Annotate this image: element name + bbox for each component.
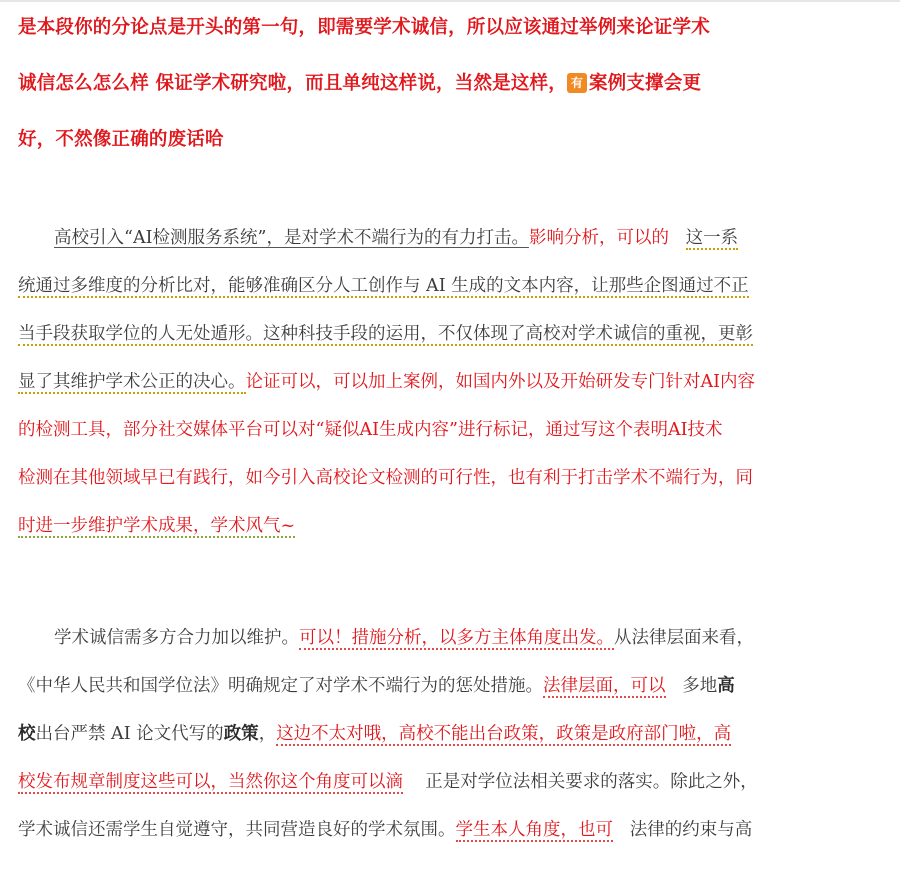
comment-line: 是本段你的分论点是开头的第一句，即需要学术诚信，所以应该通过举例来论证学术 xyxy=(18,17,710,38)
essay-paragraph-2 xyxy=(18,614,884,854)
teacher-comment-block xyxy=(18,0,880,168)
inline-comment[interactable]: 的检测工具，部分社交媒体平台可以对“疑似AI生成内容”进行标记，通过写这个表明AI技术 xyxy=(18,420,723,440)
text-line xyxy=(18,214,884,262)
text-line xyxy=(18,614,884,662)
body-text: 出台严禁 AI 论文代写的 xyxy=(35,724,224,744)
body-text: 显了其维护学术公正的决心。 xyxy=(18,372,246,392)
text-line xyxy=(18,262,884,310)
text-line xyxy=(18,806,884,854)
text-line xyxy=(18,662,884,710)
inline-comment[interactable]: 校发布规章制度这些可以，当然你这个角度可以滴 xyxy=(18,772,403,792)
text-line xyxy=(18,502,884,550)
text-line: 校出台严禁 AI 论文代写的政策，这边不太对哦，高校不能出台政策，政策是政府部门啦，高 xyxy=(18,724,732,744)
body-text: 多地 xyxy=(682,676,718,696)
body-text: 高校引入“AI检测服务系统”，是对学术不端行为的有力打击。 xyxy=(54,228,529,248)
body-text: 当手段获取学位的人无处遁形。这种科技手段的运用，不仅体现了高校对学术诚信的重视，更彰 xyxy=(18,324,753,344)
essay-paragraph-1 xyxy=(18,214,884,550)
inline-comment[interactable]: 学生本人角度，也可 xyxy=(455,820,613,840)
inline-comment[interactable]: 可以！措施分析，以多方主体角度出发。 xyxy=(299,628,614,648)
inline-comment[interactable]: 论证可以，可以加上案例，如国内外以及开始研发专门针对AI内容 xyxy=(245,372,756,392)
inline-comment[interactable]: 检测在其他领域早已有践行，如今引入高校论文检测的可行性，也有利于打击学术不端行为，同 xyxy=(18,468,753,488)
text-line xyxy=(18,758,884,806)
inline-comment[interactable]: 这边不太对哦，高校不能出台政策，政策是政府部门啦，高 xyxy=(276,724,732,744)
inline-comment[interactable]: 影响分析，可以的 xyxy=(528,228,669,248)
body-text: 学术诚信还需学生自觉遵守，共同营造良好的学术氛围。 xyxy=(18,820,456,840)
text-line xyxy=(18,358,884,406)
body-text: 从法律层面来看， xyxy=(614,628,754,648)
body-text: 统通过多维度的分析比对，能够准确区分人工创作与 AI 生成的文本内容，让那些企图通过不正 xyxy=(18,276,749,296)
inline-comment[interactable]: 时进一步维护学术成果，学术风气~ xyxy=(18,516,296,536)
bold-text: 高 xyxy=(717,676,735,696)
body-text: 正是对学位法相关要求的落实。除此之外， xyxy=(425,772,758,792)
body-text: 法律的约束与高 xyxy=(629,820,753,840)
bold-text: 校 xyxy=(18,724,36,744)
comment-text: 案例支撑会更 xyxy=(588,73,702,94)
comment-line xyxy=(18,56,880,112)
comment-text: 诚信怎么怎么样 保证学术研究啦，而且单纯这样说，当然是这样， xyxy=(18,73,567,94)
body-text: 学术诚信需多方合力加以维护。 xyxy=(54,628,299,648)
body-text: 《中华人民共和国学位法》明确规定了对学术不端行为的惩处措施。 xyxy=(18,676,543,696)
inline-comment[interactable]: 法律层面，可以 xyxy=(543,676,666,696)
comment-line: 好，不然像正确的废话哈 xyxy=(18,129,224,150)
annotation-icon[interactable]: 有 xyxy=(567,73,587,93)
text-line xyxy=(18,310,884,358)
bold-text: 政策 xyxy=(223,724,259,744)
body-text: 这一系 xyxy=(685,228,739,248)
